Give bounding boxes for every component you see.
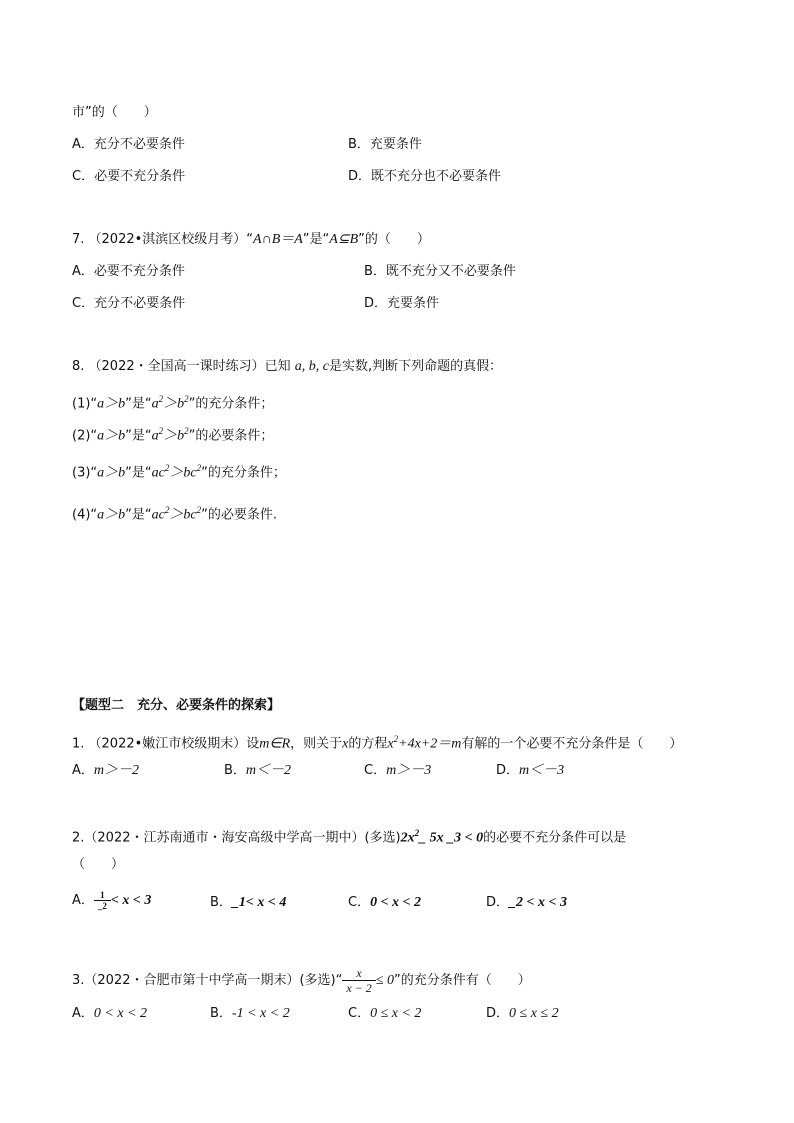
fraction: $\frac{1}{\_2}$ [94,890,111,911]
q8-item-1: (1)“a＞b”是“$a^2>b^2$”的充分条件； [72,394,274,412]
item-exp-1: 2 [158,426,164,436]
option-a: A．充分不必要条件 [72,137,185,152]
item-base-2: b [177,396,185,412]
item-exp-2: 2 [184,394,189,404]
item-condition: a＞b [97,465,126,481]
s2-option-c: C．0 < x < 2 [348,895,422,910]
item-exp-2: 2 [196,463,202,473]
s3-option-b: B．-1 < x < 2 [210,1006,290,1021]
s2-expr-b: _ 5x _3 < 0 [419,830,484,846]
item-number: (3) [72,465,91,481]
item-base-2: b [177,428,185,444]
s1-x: x [342,736,349,752]
s2-expr-a: 2x [400,830,415,846]
s1-head: 1. （2022•嫩江市校级期末）设 [72,736,260,752]
question-8 [72,358,502,376]
s3-after: ≤ 0 [375,973,394,988]
s1-option-c: C．m＞－3 [364,763,432,778]
s3-head: 3.（2022・合肥市第十中学高一期末）(多选)“ [72,973,343,988]
item-condition: a＞b [97,507,126,523]
item-tail: 的必要条件； [195,428,274,444]
question-continuation: 市”的（ ） [72,105,157,120]
item-exp-2: 2 [184,426,189,436]
item-number: (2) [72,428,91,444]
fraction: $\frac{x}{x - 2}$ [342,966,375,995]
item-base-1: ac [151,507,165,523]
s3-option-c: C．0 ≤ x < 2 [348,1006,422,1021]
s1-tail: 有解的一个必要不充分条件是（ ） [461,736,683,752]
q8-tail: 是实数,判断下列命题的真假： [328,359,503,374]
s3-option-d: D．0 ≤ x ≤ 2 [486,1006,559,1021]
item-exp-1: 2 [164,505,170,515]
s1-eq-b: +4x+2＝ [398,736,452,752]
item-tail: 的必要条件. [207,507,277,523]
q8-item-3: (3)“a＞b”是“$ac^2>bc^2$”的充分条件； [72,463,286,481]
item-condition: a＞b [97,396,126,412]
s3-tail: ”的充分条件有（ ） [394,973,531,988]
q8-item-4: (4)“a＞b”是“$ac^2>bc^2$”的必要条件. [72,505,277,523]
s2-tail: 的必要不充分条件可以是 [483,830,627,846]
s1-mid2: 的方程 [348,736,388,752]
s3-option-a: A．0 < x < 2 [72,1006,148,1021]
item-base-1: ac [151,465,165,481]
s2-option-b: B．_1< x < 4 [210,895,287,910]
option-d: D．既不充分也不必要条件 [348,169,502,184]
q7-expr2: A⊆B [329,232,359,247]
q7-tail: ”的（ ） [358,232,430,247]
s2-option-a: A． $\frac{1}{\_2}$ < x < 3 [72,890,152,911]
s2-expr-exp: 2 [414,828,420,838]
s1-option-b: B．m＜－2 [224,763,292,778]
section-question-3 [72,966,531,995]
q7-option-a: A．必要不充分条件 [72,264,185,279]
s1-eq-exp: 2 [393,734,399,744]
s1-option-d: D．m＜－3 [496,763,565,778]
s2-head: 2.（2022・江苏南通市・海安高级中学高一期中）(多选) [72,830,401,846]
q7-option-c: C．充分不必要条件 [72,296,186,311]
s1-mid1: ，则关于 [290,736,343,752]
q7-mid: ”是“ [302,232,330,247]
section-title: 【题型二 充分、必要条件的探索】 [72,698,281,713]
item-condition: a＞b [97,428,126,444]
s2-option-d: D．_2 < x < 3 [486,895,567,910]
s1-option-a: A．m＞－2 [72,763,140,778]
option-c: C．必要不充分条件 [72,169,186,184]
question-7 [72,231,430,249]
s1-eq-m: m [451,736,462,752]
q7-option-d: D．充要条件 [364,296,440,311]
item-base-1: a [151,396,159,412]
section-question-2 [72,824,626,847]
q7-option-b: B．既不充分又不必要条件 [364,264,516,279]
section-question-1 [72,730,682,753]
s1-eq-a: x [387,736,394,752]
s2-paren: （ ） [72,857,125,872]
item-exp-2: 2 [196,505,202,515]
s1-m: m∈R [259,736,291,752]
q7-head: 7. （2022•淇滨区校级月考）“ [72,232,254,247]
item-tail: 的充分条件； [195,396,274,412]
q8-vars: a, b, c [294,359,329,374]
item-exp-1: 2 [164,463,170,473]
item-number: (1) [72,396,91,412]
q8-item-2: (2)“a＞b”是“$a^2>b^2$”的必要条件； [72,426,274,444]
item-exp-1: 2 [158,394,164,404]
item-tail: 的充分条件； [207,465,286,481]
item-base-2: bc [183,507,197,523]
q8-head: 8. （2022・全国高一课时练习）已知 [72,359,295,374]
item-base-1: a [151,428,159,444]
item-number: (4) [72,507,91,523]
item-base-2: bc [183,465,197,481]
option-b: B．充要条件 [348,137,422,152]
q7-expr1: A∩B＝A [253,232,303,247]
